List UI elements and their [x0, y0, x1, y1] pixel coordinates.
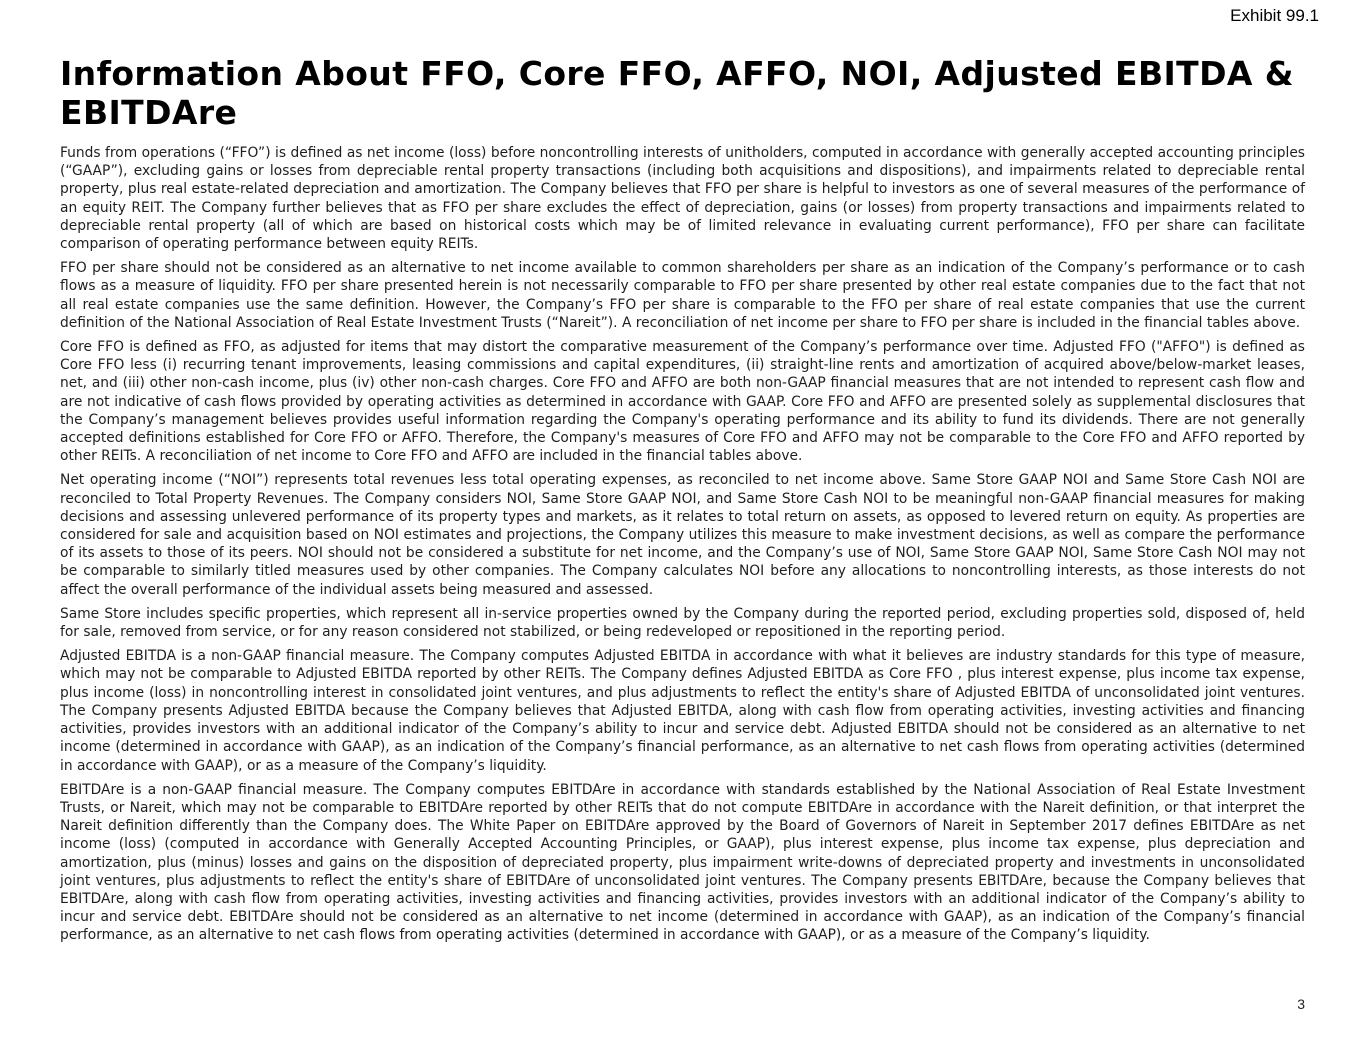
page-number: 3	[1297, 996, 1305, 1012]
paragraph-core-ffo-affo: Core FFO is defined as FFO, as adjusted for items that may distort the comparative measurement of the Company’s performance over time. Adjusted FFO ("AFFO") is defined as Core FFO less (i) recurring tenant improvements, leasing commissions and capital expenditures, (ii) straight-line rents and amortization of acquired above/below-market leases, net, and (iii) other non-cash income, plus (iv) other non-cash charges. Core FFO and AFFO are both non-GAAP financial measures that are not intended to represent cash flow and are not indicative of cash flows provided by operating activities as determined in accordance with GAAP. Core FFO and AFFO are presented solely as supplemental disclosures that the Company’s management believes provides useful information regarding the Company's operating performance and its ability to fund its dividends. There are not generally accepted definitions established for Core FFO or AFFO. Therefore, the Company's measures of Core FFO and AFFO may not be comparable to the Core FFO and AFFO reported by other REITs. A reconciliation of net income to Core FFO and AFFO are included in the financial tables above.	[60, 339, 1305, 465]
paragraph-ebitdare: EBITDAre is a non-GAAP financial measure. The Company computes EBITDAre in accordance with standards established by the National Association of Real Estate Investment Trusts, or Nareit, which may not be comparable to EBITDAre reported by other REITs that do not compute EBITDAre in accordance with the Nareit definition, or that interpret the Nareit definition differently than the Company does. The White Paper on EBITDAre approved by the Board of Governors of Nareit in September 2017 defines EBITDAre as net income (loss) (computed in accordance with Generally Accepted Accounting Principles, or GAAP), plus interest expense, plus income tax expense, plus depreciation and amortization, plus (minus) losses and gains on the disposition of depreciated property, plus impairment write-downs of depreciated property and investments in unconsolidated joint ventures, plus adjustments to reflect the entity's share of EBITDAre of unconsolidated joint ventures. The Company presents EBITDAre, because the Company believes that EBITDAre, along with cash flow from operating activities, investing activities and financing activities, provides investors with an additional indicator of the Company’s ability to incur and service debt. EBITDAre should not be considered as an alternative to net income (determined in accordance with GAAP), as an indication of the Company’s financial performance, as an alternative to net cash flows from operating activities (determined in accordance with GAAP), or as a measure of the Company’s liquidity.	[60, 781, 1305, 944]
exhibit-label: Exhibit 99.1	[1230, 6, 1319, 25]
paragraph-adjusted-ebitda: Adjusted EBITDA is a non-GAAP financial measure. The Company computes Adjusted EBITDA in accordance with what it believes are industry standards for this type of measure, which may not be comparable to Adjusted EBITDA reported by other REITs. The Company defines Adjusted EBITDA as Core FFO , plus interest expense, plus income tax expense, plus income (loss) in noncontrolling interest in consolidated joint ventures, and plus adjustments to reflect the entity's share of Adjusted EBITDA of unconsolidated joint ventures. The Company presents Adjusted EBITDA because the Company believes that Adjusted EBITDA, along with cash flow from operating activities, investing activities and financing activities, provides investors with an additional indicator of the Company’s ability to incur and service debt. Adjusted EBITDA should not be considered as an alternative to net income (determined in accordance with GAAP), as an indication of the Company’s financial performance, as an alternative to net cash flows from operating activities (determined in accordance with GAAP), or as a measure of the Company’s liquidity.	[60, 648, 1305, 774]
paragraph-ffo-definition: Funds from operations (“FFO”) is defined as net income (loss) before noncontrolling interests of unitholders, computed in accordance with generally accepted accounting principles (“GAAP”), excluding gains or losses from depreciable rental property transactions (including both acquisitions and dispositions), and impairments related to depreciable rental property, plus real estate-related depreciation and amortization. The Company believes that FFO per share is helpful to investors as one of several measures of the performance of an equity REIT. The Company further believes that as FFO per share excludes the effect of depreciation, gains (or losses) from property transactions and impairments related to depreciable rental property (all of which are based on historical costs which may be of limited relevance in evaluating current performance), FFO per share can facilitate comparison of operating performance between equity REITs.	[60, 145, 1305, 253]
document-body	[60, 54, 1305, 951]
paragraph-ffo-per-share: FFO per share should not be considered as an alternative to net income available to common shareholders per share as an indication of the Company’s performance or to cash flows as a measure of liquidity. FFO per share presented herein is not necessarily comparable to FFO per share presented by other real estate companies due to the fact that not all real estate companies use the same definition. However, the Company’s FFO per share is comparable to the FFO per share of real estate companies that use the current definition of the National Association of Real Estate Investment Trusts (“Nareit”). A reconciliation of net income per share to FFO per share is included in the financial tables above.	[60, 260, 1305, 331]
paragraph-same-store: Same Store includes specific properties, which represent all in-service properties owned by the Company during the reported period, excluding properties sold, disposed of, held for sale, removed from service, or for any reason considered not stabilized, or being redeveloped or repositioned in the reporting period.	[60, 605, 1305, 641]
paragraph-noi: Net operating income (“NOI”) represents total revenues less total operating expenses, as reconciled to net income above. Same Store GAAP NOI and Same Store Cash NOI are reconciled to Total Property Revenues. The Company considers NOI, Same Store GAAP NOI, and Same Store Cash NOI to be meaningful non-GAAP financial measures for making decisions and assessing unlevered performance of its property types and markets, as it relates to total return on assets, as opposed to levered return on equity. As properties are considered for sale and acquisition based on NOI estimates and projections, the Company utilizes this measure to make investment decisions, as well as compare the performance of its assets to those of its peers. NOI should not be considered a substitute for net income, and the Company’s use of NOI, Same Store GAAP NOI, Same Store Cash NOI may not be comparable to similarly titled measures used by other companies. The Company calculates NOI before any allocations to noncontrolling interests, as those interests do not affect the overall performance of the individual assets being measured and assessed.	[60, 472, 1305, 598]
page-title: Information About FFO, Core FFO, AFFO, NOI, Adjusted EBITDA & EBITDAre	[60, 54, 1294, 132]
